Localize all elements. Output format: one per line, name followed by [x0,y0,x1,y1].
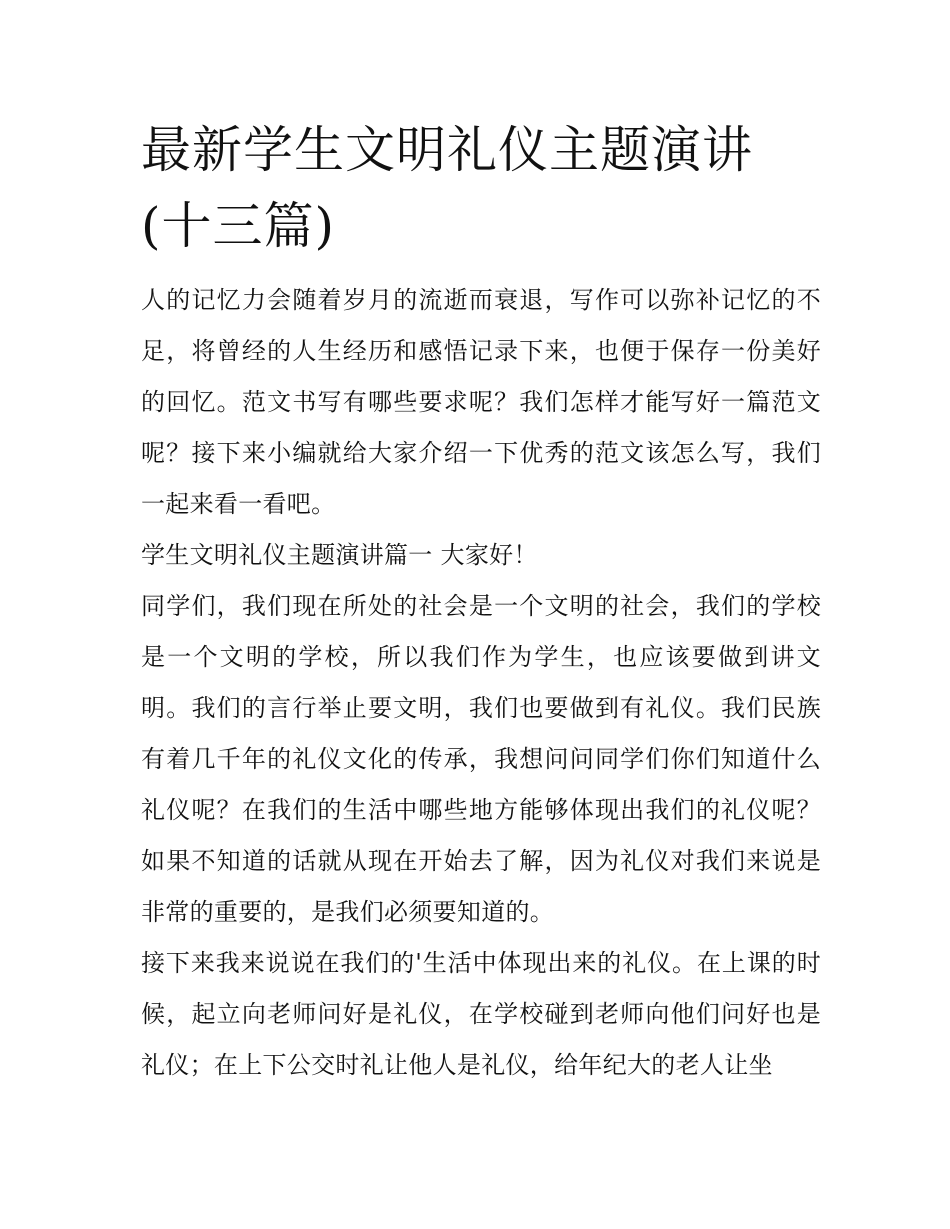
intro-paragraph: 人的记忆力会随着岁月的流逝而衰退，写作可以弥补记忆的不足，将曾经的人生经历和感悟记录下来，也便于保存一份美好的回忆。范文书写有哪些要求呢？我们怎样才能写好一篇范文呢？接下来小编就给大家介绍一下优秀的范文该怎么写，我们一起来看一看吧。 [141,286,821,518]
document-body [141,275,821,1091]
document-title: 最新学生文明礼仪主题演讲(十三篇) [141,121,753,255]
section-heading-paragraph: 学生文明礼仪主题演讲篇一 大家好！ [141,541,538,569]
body-paragraph: 接下来我来说说在我们的'生活中体现出来的礼仪。在上课的时候，起立向老师问好是礼仪，在学校碰到老师向他们问好也是礼仪；在上下公交时礼让他人是礼仪，给年纪大的老人让坐 [141,949,821,1079]
body-paragraph: 同学们，我们现在所处的社会是一个文明的社会，我们的学校是一个文明的学校，所以我们作为学生，也应该要做到讲文明。我们的言行举止要文明，我们也要做到有礼仪。我们民族有着几千年的礼仪文化的传承，我想问问同学们你们知道什么礼仪呢？在我们的生活中哪些地方能够体现出我们的礼仪呢？如果不知道的话就从现在开始去了解，因为礼仪对我们来说是非常的重要的，是我们必须要知道的。 [141,592,821,926]
